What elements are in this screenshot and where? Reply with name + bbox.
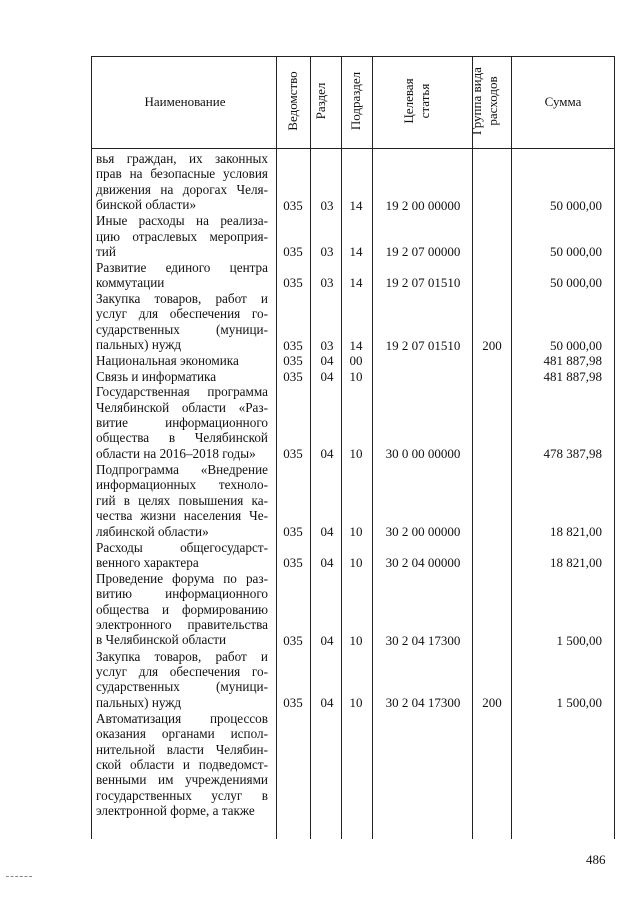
row-name — [96, 260, 268, 291]
header-grp-line: расходов — [485, 76, 500, 126]
cell-vedomstvo: 035 — [283, 633, 303, 649]
row-name-line: лябинской области» — [96, 523, 209, 539]
row-name-line: Проведение форума по раз- — [96, 570, 268, 586]
row-name-line: витие информационного — [96, 415, 268, 431]
row-name-line: государственных услуг в — [96, 787, 268, 803]
row-name-line: венными им учреждениями — [96, 772, 268, 788]
row-name-line: Подпрограмма «Внедрение — [96, 462, 268, 477]
row-name-line: общества и формированию — [96, 601, 268, 617]
cell-summa: 18 821,00 — [550, 524, 602, 540]
row-name-line: электронного правительства — [96, 617, 268, 633]
row-name-line: движения на дорогах Челя- — [96, 181, 268, 197]
cell-celevaya-statya: 19 2 07 00000 — [385, 244, 461, 260]
cell-razdel: 04 — [320, 555, 334, 571]
row-name-line: Расходы общегосударст- — [96, 539, 268, 555]
cell-summa: 478 387,98 — [543, 446, 602, 462]
header-separator — [91, 148, 615, 149]
row-name — [96, 384, 268, 461]
cell-summa: 50 000,00 — [550, 244, 602, 260]
cell-razdel: 03 — [320, 275, 334, 291]
row-name — [96, 711, 268, 819]
cell-razdel: 04 — [320, 695, 334, 711]
column-divider — [372, 56, 373, 839]
cell-vedomstvo: 035 — [283, 353, 303, 369]
cell-vedomstvo: 035 — [283, 197, 303, 213]
header-name: Наименование — [144, 94, 226, 109]
row-name — [96, 649, 268, 711]
header-summa: Сумма — [544, 94, 582, 109]
cell-gruppa-vida: 200 — [482, 695, 502, 711]
row-name-line: оказания органами испол- — [96, 726, 268, 742]
header-grp-line: Группа вида — [469, 67, 484, 135]
row-name-line: вья граждан, их законных — [96, 151, 268, 166]
cell-razdel: 03 — [320, 337, 334, 353]
column-divider — [341, 56, 342, 839]
cell-razdel: 03 — [320, 197, 334, 213]
cell-celevaya-statya: 30 2 04 00000 — [385, 555, 461, 571]
cell-summa: 481 887,98 — [543, 353, 602, 369]
column-divider — [511, 56, 512, 839]
cell-celevaya-statya: 19 2 07 01510 — [385, 337, 461, 353]
cell-razdel: 04 — [320, 633, 334, 649]
cell-razdel: 04 — [320, 368, 334, 384]
row-name — [96, 213, 268, 259]
cell-razdel: 03 — [320, 244, 334, 260]
cell-vedomstvo: 035 — [283, 368, 303, 384]
cell-podrazdel: 14 — [349, 197, 363, 213]
cell-gruppa-vida: 200 — [482, 337, 502, 353]
cell-vedomstvo: 035 — [283, 555, 303, 571]
row-name-line: пальных) нужд — [96, 337, 182, 353]
row-name-line: коммутации — [96, 275, 165, 291]
row-name-line: общества в Челябинской — [96, 430, 268, 446]
column-divider — [472, 56, 473, 839]
row-name — [96, 540, 268, 571]
page-number: 486 — [586, 852, 606, 867]
row-name-line: Связь и информатика — [96, 368, 217, 384]
cell-vedomstvo: 035 — [283, 524, 303, 540]
row-name-line: услуг для обеспечения го- — [96, 306, 268, 322]
row-name-line: Челябинской области «Раз- — [96, 399, 268, 415]
cell-razdel: 04 — [320, 524, 334, 540]
column-divider — [310, 56, 311, 839]
column-divider — [276, 56, 277, 839]
scan-mark — [6, 876, 32, 877]
cell-summa: 50 000,00 — [550, 337, 602, 353]
cell-podrazdel: 10 — [349, 368, 363, 384]
cell-vedomstvo: 035 — [283, 446, 303, 462]
row-name-line: услуг для обеспечения го- — [96, 664, 268, 679]
header-podrazdel: Подраздел — [348, 71, 363, 131]
row-name — [96, 291, 268, 353]
cell-razdel: 04 — [320, 353, 334, 369]
row-name — [96, 151, 268, 213]
cell-podrazdel: 14 — [349, 244, 363, 260]
header-cel-line: Целевая — [401, 78, 416, 124]
cell-celevaya-statya: 30 0 00 00000 — [385, 446, 461, 462]
row-name-line: тий — [96, 244, 116, 259]
row-name — [96, 369, 268, 384]
cell-podrazdel: 14 — [349, 275, 363, 291]
header-cel-line: статья — [417, 83, 432, 119]
row-name-line: Государственная программа — [96, 384, 268, 400]
cell-podrazdel: 00 — [349, 353, 363, 369]
row-name-line: информационных техноло- — [96, 477, 268, 493]
cell-razdel: 04 — [320, 446, 334, 462]
cell-summa: 1 500,00 — [556, 695, 602, 711]
cell-celevaya-statya: 30 2 04 17300 — [385, 695, 461, 711]
cell-vedomstvo: 035 — [283, 244, 303, 260]
row-name — [96, 571, 268, 648]
row-name-line: Автоматизация процессов — [96, 710, 268, 726]
cell-podrazdel: 10 — [349, 633, 363, 649]
row-name-line: витию информационного — [96, 586, 268, 602]
row-name-line: венного характера — [96, 555, 199, 571]
row-name-line: электронной форме, а также — [96, 803, 255, 819]
cell-celevaya-statya: 30 2 00 00000 — [385, 524, 461, 540]
row-name — [96, 462, 268, 539]
cell-celevaya-statya: 19 2 07 01510 — [385, 275, 461, 291]
row-name-line: области на 2016–2018 годы» — [96, 445, 256, 461]
cell-podrazdel: 10 — [349, 446, 363, 462]
cell-podrazdel: 10 — [349, 524, 363, 540]
row-name-line: ской области и подведомст- — [96, 757, 268, 773]
cell-summa: 50 000,00 — [550, 197, 602, 213]
cell-podrazdel: 10 — [349, 695, 363, 711]
cell-celevaya-statya: 30 2 04 17300 — [385, 633, 461, 649]
row-name-line: пальных) нужд — [96, 694, 182, 710]
row-name-line: Закупка товаров, работ и — [96, 290, 268, 306]
row-name-line: нительной власти Челябин- — [96, 741, 268, 757]
row-name-line: бинской области» — [96, 197, 197, 213]
row-name-line: прав на безопасные условия — [96, 166, 268, 182]
row-name-line: Развитие единого центра — [96, 259, 268, 275]
header-razdel: Раздел — [313, 82, 328, 120]
header-vedomstvo: Ведомство — [285, 71, 300, 131]
row-name-line: Закупка товаров, работ и — [96, 648, 268, 664]
cell-summa: 18 821,00 — [550, 555, 602, 571]
cell-vedomstvo: 035 — [283, 275, 303, 291]
cell-vedomstvo: 035 — [283, 337, 303, 353]
cell-celevaya-statya: 19 2 00 00000 — [385, 197, 461, 213]
cell-summa: 1 500,00 — [556, 633, 602, 649]
row-name-line: чества жизни населения Че- — [96, 508, 268, 524]
cell-podrazdel: 10 — [349, 555, 363, 571]
cell-summa: 481 887,98 — [543, 368, 602, 384]
row-name-line: Иные расходы на реализа- — [96, 213, 268, 229]
row-name — [96, 353, 268, 368]
cell-summa: 50 000,00 — [550, 275, 602, 291]
cell-vedomstvo: 035 — [283, 695, 303, 711]
cell-podrazdel: 14 — [349, 337, 363, 353]
row-name-line: в Челябинской области — [96, 632, 227, 648]
row-name-line: цию отраслевых мероприя- — [96, 228, 268, 244]
row-name-line: Национальная экономика — [96, 353, 239, 369]
row-name-line: сударственных (муници- — [96, 679, 268, 695]
row-name-line: гий в целях повышения ка- — [96, 492, 268, 508]
row-name-line: сударственных (муници- — [96, 321, 268, 337]
